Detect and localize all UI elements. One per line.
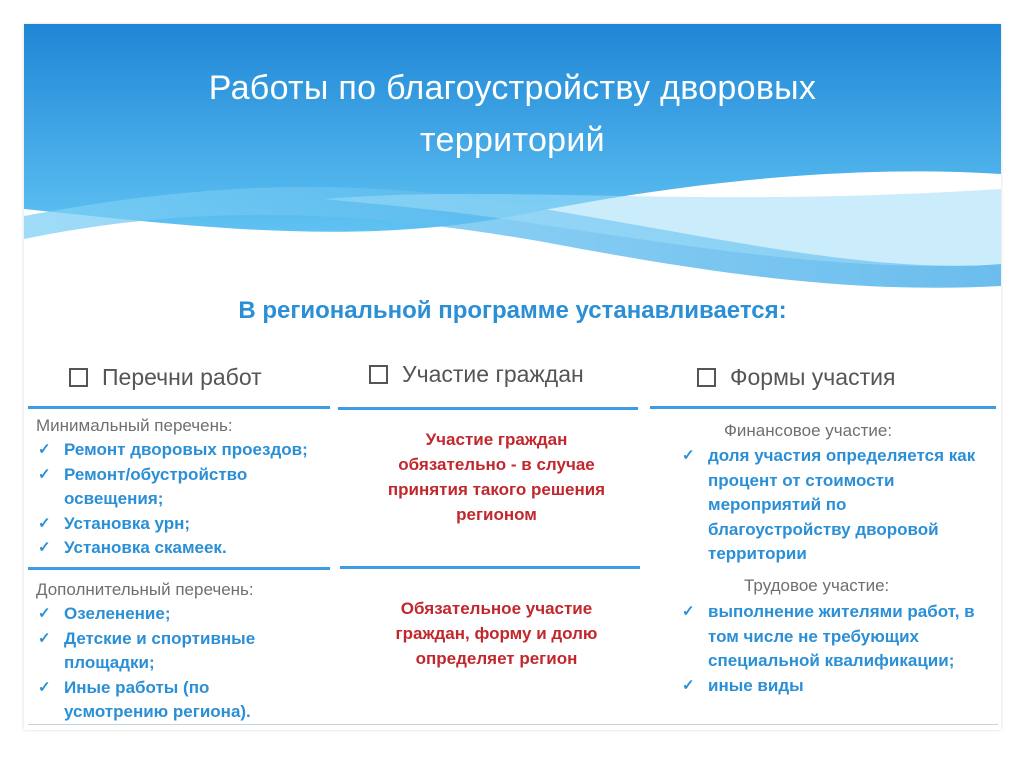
additional-list <box>36 602 311 725</box>
additional-list-label: Дополнительный перечень: <box>36 580 254 599</box>
divider-line <box>650 406 996 409</box>
divider-line <box>28 567 330 570</box>
checkbox-icon <box>69 368 88 387</box>
checkbox-icon <box>369 365 388 384</box>
column-heading-work-lists: Перечни работ <box>69 364 262 391</box>
divider-line <box>28 406 330 409</box>
list-item: ✓ Установка скамеек. <box>36 536 336 561</box>
list-item: ✓ Иные работы (по усмотрению региона). <box>36 676 294 725</box>
program-subtitle: В региональной программе устанавливается: <box>238 297 787 324</box>
checkbox-icon <box>697 368 716 387</box>
slide-title: Работы по благоустройству дворовых территорий <box>208 69 817 159</box>
divider-line <box>338 407 638 410</box>
list-item: ✓ Установка урн; <box>36 512 336 537</box>
labor-participation-list <box>680 600 980 698</box>
list-item: ✓ Детские и спортивные площадки; <box>36 627 289 676</box>
column-heading-participation-forms: Формы участия <box>697 364 895 391</box>
list-item: ✓ Озеленение; <box>36 602 311 627</box>
column-heading-citizen-participation: Участие граждан <box>369 361 584 388</box>
financial-participation-label: Финансовое участие: <box>724 421 893 440</box>
participation-region-text: Обязательное участие граждан, форму и долю определяет регион <box>395 599 598 668</box>
list-item: ✓ иные виды <box>680 674 980 699</box>
list-item: ✓ доля участия определяется как процент от стоимости мероприятий по благоустройству дворовой территории <box>680 444 980 567</box>
slide <box>24 24 1001 730</box>
financial-participation-list <box>680 444 980 567</box>
list-item: ✓ Ремонт/обустройство освещения; <box>36 463 289 512</box>
minimal-list <box>36 438 336 561</box>
labor-participation-label: Трудовое участие: <box>744 576 890 595</box>
participation-mandatory-text: Участие граждан обязательно - в случае принятия такого решения регионом <box>387 430 606 524</box>
bottom-divider <box>28 724 998 725</box>
list-item: ✓ выполнение жителями работ, в том числе не требующих специальной квалификации; <box>680 600 980 674</box>
divider-line <box>340 566 640 569</box>
list-item: ✓ Ремонт дворовых проездов; <box>36 438 336 463</box>
minimal-list-label: Минимальный перечень: <box>36 416 233 435</box>
